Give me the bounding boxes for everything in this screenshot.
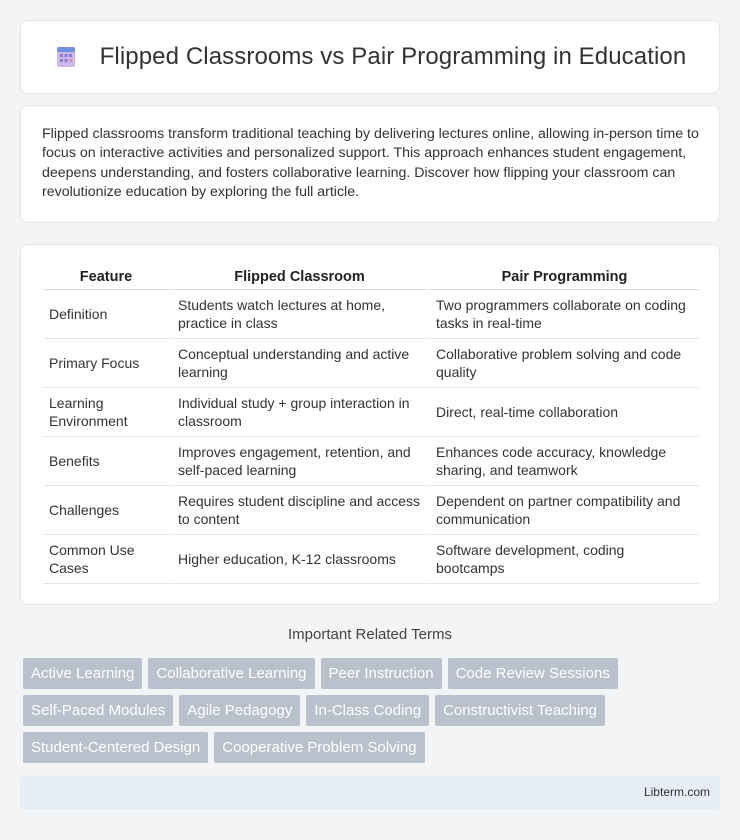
comparison-table (43, 265, 699, 584)
table-row (43, 486, 699, 535)
related-term-tag[interactable]: Constructivist Teaching (435, 695, 605, 726)
table-header-row (43, 265, 699, 290)
feature-cell: Definition (43, 290, 169, 339)
pair-cell: Software development, coding bootcamps (427, 535, 699, 584)
related-terms-title: Important Related Terms (288, 626, 452, 643)
feature-cell: Challenges (43, 486, 169, 535)
intro-text: Flipped classrooms transform traditional teaching by delivering lectures online, allowing in-person time to focus on interactive activities and personalized support. This approach enhances student engagement, deepens understanding, and fosters collaborative learning. Discover how flipping your classroom can revolutionize education by exploring the full article. (42, 126, 699, 201)
pair-cell: Two programmers collaborate on coding tasks in real-time (427, 290, 699, 339)
related-term-tag[interactable]: Agile Pedagogy (179, 695, 300, 726)
pair-cell: Dependent on partner compatibility and communication (427, 486, 699, 535)
feature-cell: Primary Focus (43, 339, 169, 388)
pair-cell: Direct, real-time collaboration (427, 388, 699, 437)
flipped-cell: Conceptual understanding and active learning (169, 339, 427, 388)
related-term-tag[interactable]: Code Review Sessions (448, 658, 618, 689)
table-row (43, 437, 699, 486)
flipped-cell: Higher education, K-12 classrooms (169, 535, 427, 584)
feature-cell: Benefits (43, 437, 169, 486)
table-row (43, 388, 699, 437)
related-term-tag[interactable]: Self-Paced Modules (23, 695, 173, 726)
header-card (20, 20, 720, 94)
page-title: Flipped Classrooms vs Pair Programming in Education (99, 43, 687, 70)
column-header: Feature (43, 265, 169, 290)
intro-card (20, 105, 720, 223)
related-terms-list (23, 658, 703, 769)
pair-cell: Collaborative problem solving and code quality (427, 339, 699, 388)
comparison-card (20, 244, 720, 605)
flipped-cell: Improves engagement, retention, and self-paced learning (169, 437, 427, 486)
related-term-tag[interactable]: Active Learning (23, 658, 142, 689)
related-term-tag[interactable]: Student-Centered Design (23, 732, 208, 763)
feature-cell: Common Use Cases (43, 535, 169, 584)
feature-cell: Learning Environment (43, 388, 169, 437)
flipped-cell: Students watch lectures at home, practice in class (169, 290, 427, 339)
flipped-cell: Requires student discipline and access to content (169, 486, 427, 535)
related-term-tag[interactable]: Collaborative Learning (148, 658, 314, 689)
column-header: Flipped Classroom (169, 265, 427, 290)
flipped-cell: Individual study + group interaction in classroom (169, 388, 427, 437)
table-row (43, 290, 699, 339)
related-term-tag[interactable]: Cooperative Problem Solving (214, 732, 424, 763)
footer-site-link[interactable]: Libterm.com (643, 785, 710, 799)
column-header: Pair Programming (427, 265, 699, 290)
table-row (43, 535, 699, 584)
related-term-tag[interactable]: In-Class Coding (306, 695, 429, 726)
footer (20, 776, 720, 809)
related-term-tag[interactable]: Peer Instruction (321, 658, 442, 689)
table-row (43, 339, 699, 388)
document-icon (54, 45, 78, 69)
pair-cell: Enhances code accuracy, knowledge sharing, and teamwork (427, 437, 699, 486)
